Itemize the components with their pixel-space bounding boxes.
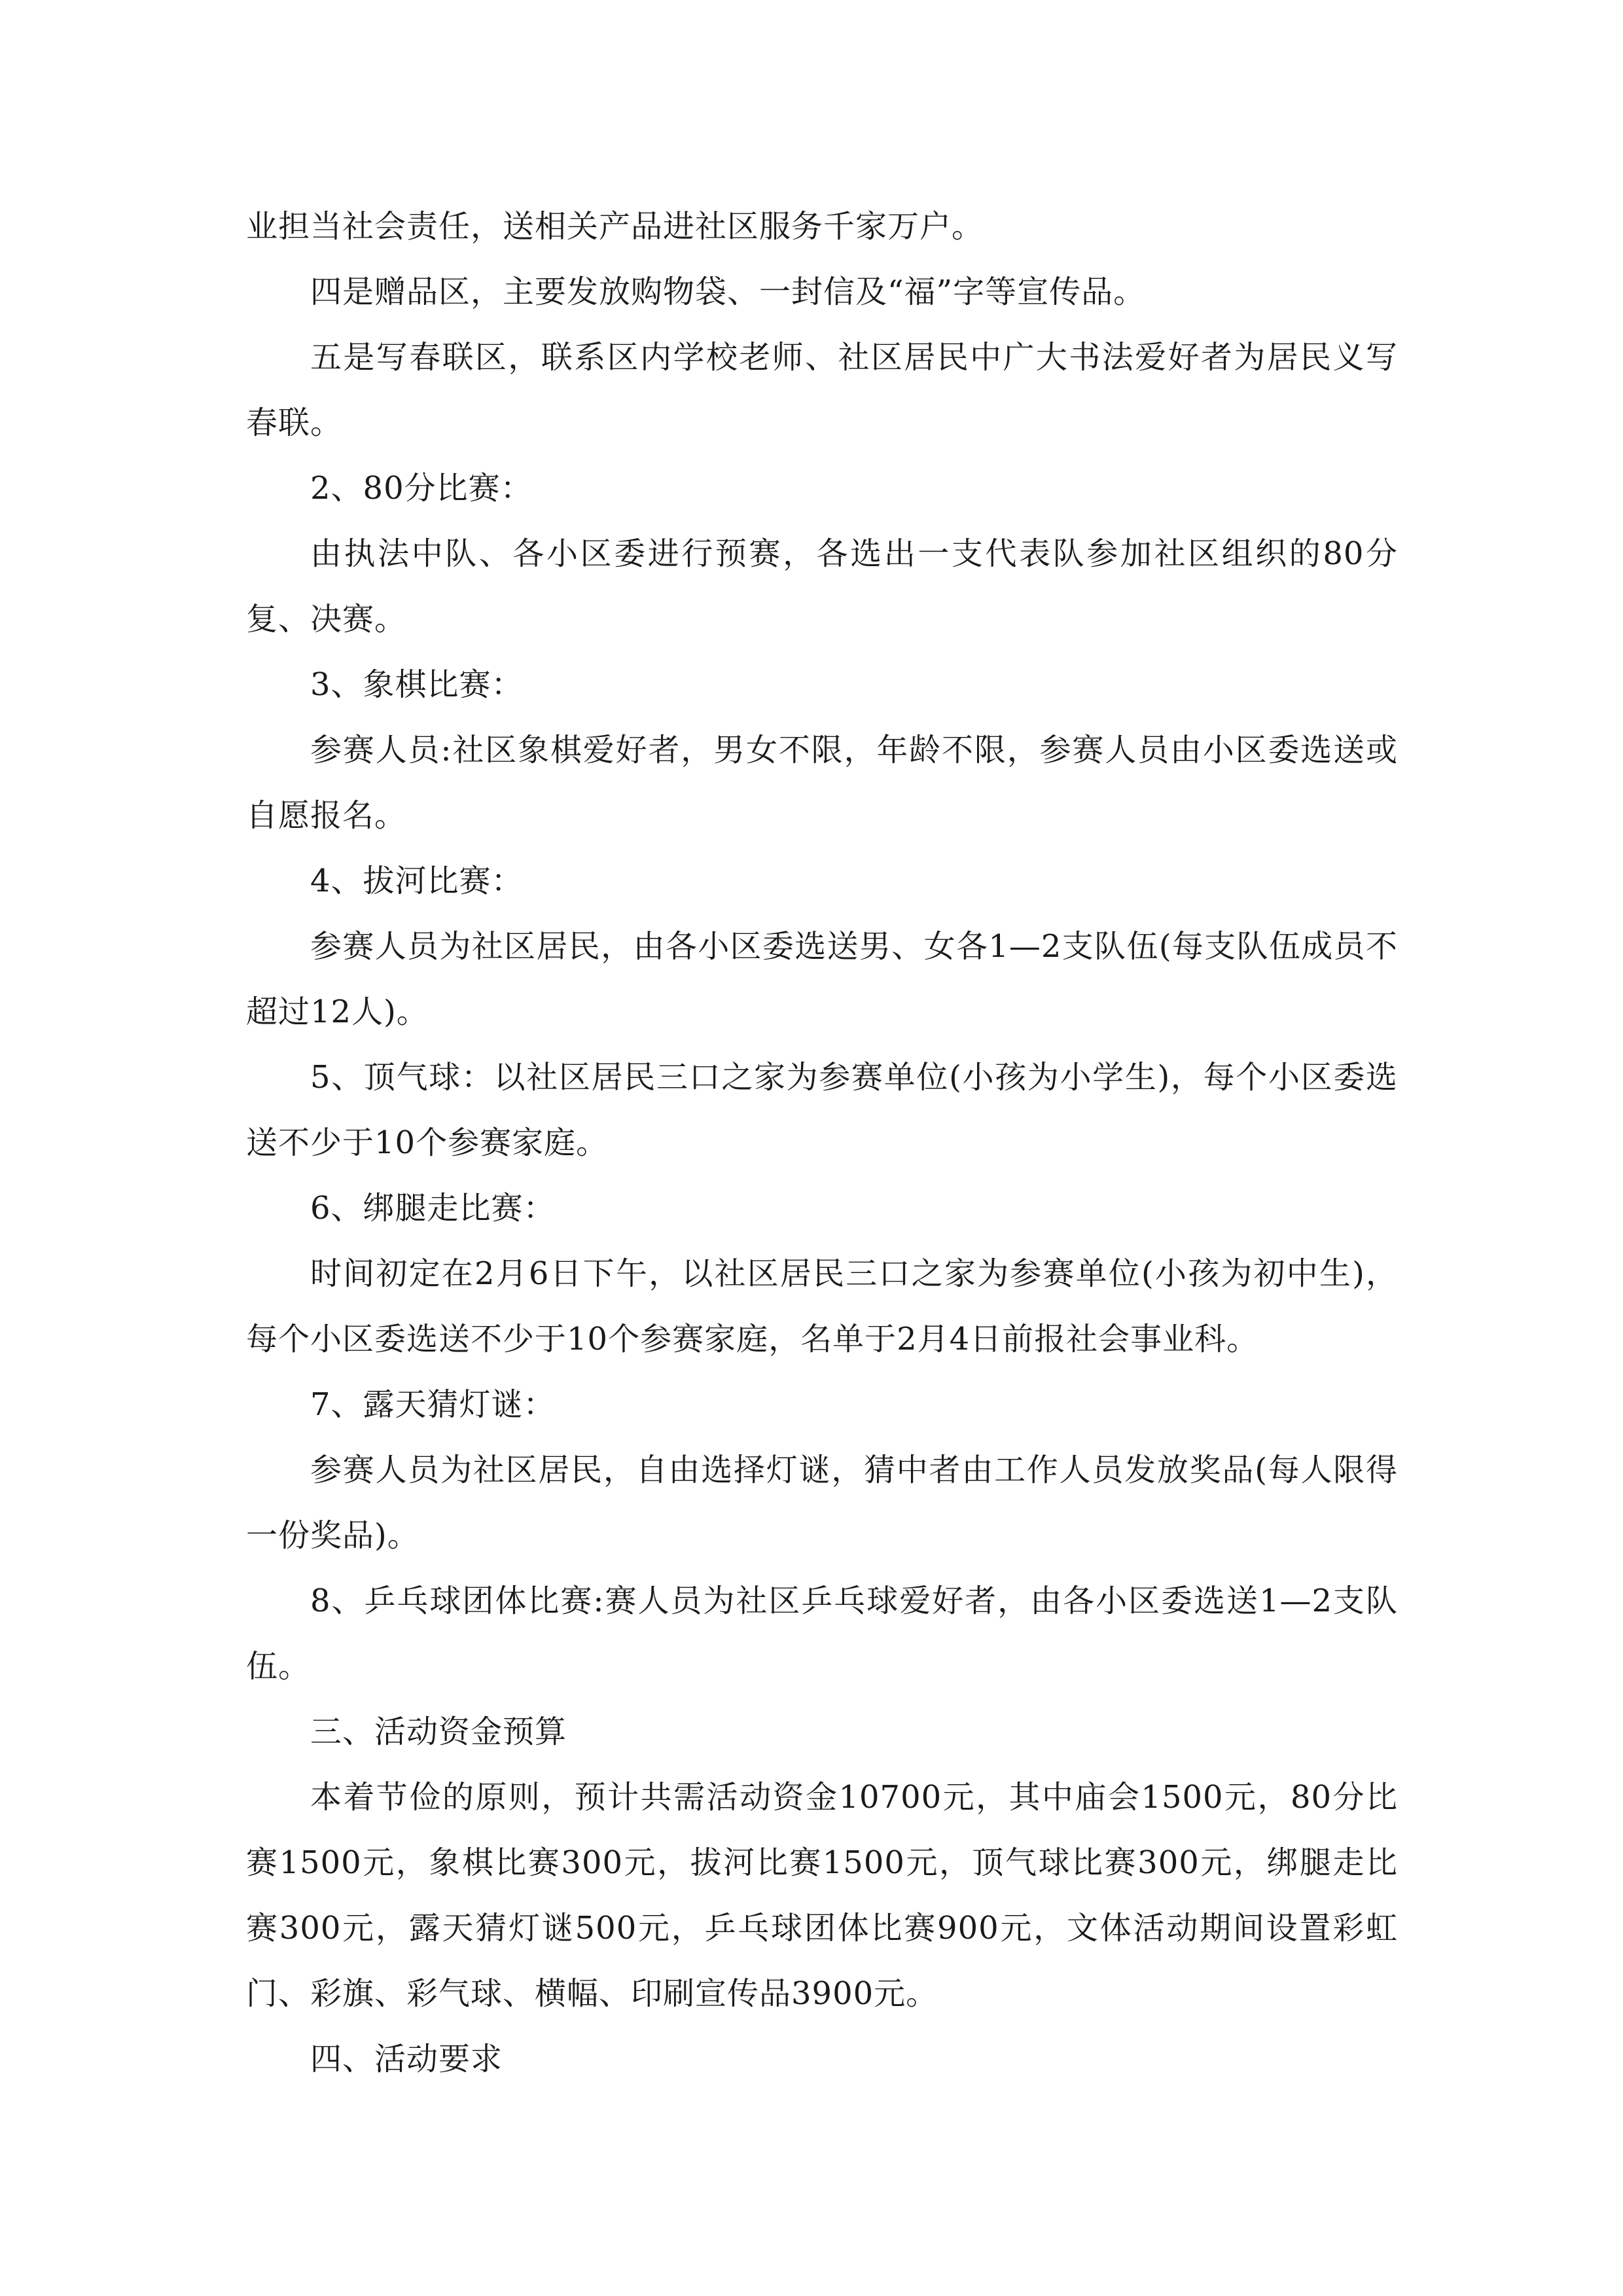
paragraph-14: 参赛人员为社区居民，自由选择灯谜，猜中者由工作人员发放奖品(每人限得一份奖品)。 <box>246 1452 1398 1554</box>
section-heading-chess: 3、象棋比赛： <box>310 666 524 703</box>
section-heading-requirements: 四、活动要求 <box>310 2041 503 2077</box>
paragraph-3: 五是写春联区，联系区内学校老师、社区居民中广大书法爱好者为居民义写春联。 <box>246 339 1398 441</box>
section-heading-tug-of-war: 4、拔河比赛： <box>310 863 524 899</box>
section-heading-budget: 三、活动资金预算 <box>310 1713 567 1750</box>
paragraph-12: 时间初定在2月6日下午，以社区居民三口之家为参赛单位(小孩为初中生)，每个小区委选送不少于10个参赛家庭，名单于2月4日前报社会事业科。 <box>246 1255 1398 1357</box>
paragraph-7: 参赛人员:社区象棋爱好者，男女不限，年龄不限，参赛人员由小区委选送或自愿报名。 <box>246 732 1398 834</box>
section-heading-lantern-riddles: 7、露天猜灯谜： <box>310 1386 556 1423</box>
body-text <box>246 194 1398 2092</box>
paragraph-2: 四是赠品区，主要发放购物袋、一封信及“福”字等宣传品。 <box>310 274 1146 310</box>
section-heading-three-legged: 6、绑腿走比赛： <box>310 1190 556 1227</box>
section-heading-80-points: 2、80分比赛： <box>310 470 533 507</box>
paragraph-9: 参赛人员为社区居民，由各小区委选送男、女各1—2支队伍(每支队伍成员不超过12人)。 <box>246 928 1398 1030</box>
paragraph-5: 由执法中队、各小区委进行预赛，各选出一支代表队参加社区组织的80分复、决赛。 <box>246 535 1398 637</box>
paragraph-10: 5、顶气球：以社区居民三口之家为参赛单位(小孩为小学生)，每个小区委选送不少于10个参赛家庭。 <box>246 1059 1398 1161</box>
paragraph-15: 8、乒乓球团体比赛:赛人员为社区乒乓球爱好者，由各小区委选送1—2支队伍。 <box>246 1583 1398 1685</box>
paragraph-17: 本着节俭的原则，预计共需活动资金10700元，其中庙会1500元，80分比赛1500元，象棋比赛300元，拔河比赛1500元，顶气球比赛300元，绑腿走比赛300元，露天猜灯谜500元，乒乓球团体比赛900元，文体活动期间设置彩虹门、彩旗、彩气球、横幅、印刷宣传品3900元。 <box>246 1779 1398 2012</box>
paragraph-1: 业担当社会责任，送相关产品进社区服务千家万户。 <box>246 208 984 245</box>
